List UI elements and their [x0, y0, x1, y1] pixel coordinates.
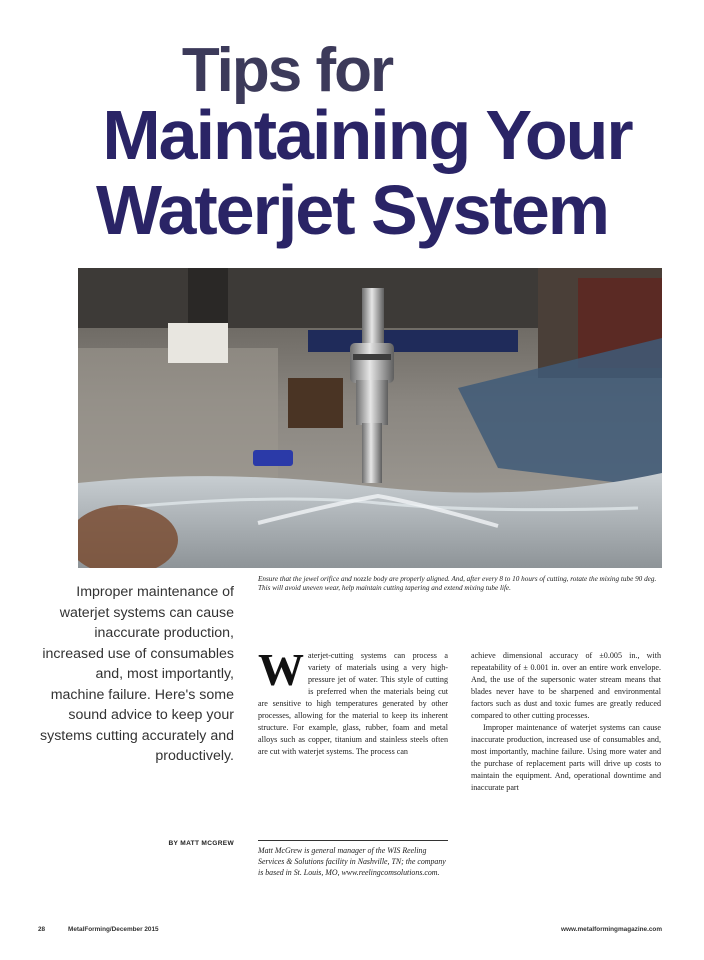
author-bio: Matt McGrew is general manager of the WIS Reeling Services & Solutions facility in Nashville, TN; the company is based in St. Louis, MO, www.reelingcomsolutions.com. — [258, 846, 446, 877]
waterjet-photo-illustration — [78, 268, 662, 568]
pull-quote: Improper maintenance of waterjet systems can cause inaccurate production, increased use of consumables and, most importantly, machine failure. Here's some sound advice to keep your systems cutting accurately and productively. — [40, 584, 234, 764]
article-column-1 — [258, 644, 448, 758]
photo-caption: Ensure that the jewel orifice and nozzle body are properly aligned. And, after every 8 to 10 hours of cutting, rotate the mixing tube 90 deg. This will avoid uneven wear, help maintain cutting tapering and extend mixing tube life. — [258, 575, 657, 592]
waterjet-photo — [78, 268, 662, 568]
article-paragraph: Improper maintenance of waterjet systems can cause inaccurate production, increased use of consumables and, most importantly, machine failure. Using more water and the purchase of replacement parts will drive up costs to maintain the equipment. And, operational downtime and inaccurate part — [471, 723, 661, 792]
drop-cap: W — [258, 644, 304, 695]
article-paragraph: achieve dimensional accuracy of ±0.005 in., with repeatability of ± 0.001 in. over an entire work envelope. And, the use of the supersonic water stream means that blades never have to be sharpened and environmental factors such as dust and toxic fumes are greatly reduced compared to other cutting processes. — [471, 651, 661, 720]
headline-line-1: Tips for — [181, 36, 393, 105]
article-paragraph: aterjet-cutting systems can process a variety of materials using a very high-pressure jet of water. This style of cutting is preferred when the materials being cut are sensitive to high temperatures generated by other processes, allowing for the material to keep its inherent structure. For example, glass, rubber, foam and metal alloys such as copper, titanium and stainless steels often are cut with waterjet systems. The process can — [258, 651, 448, 756]
article-column-2 — [471, 650, 661, 794]
headline-line-3: Waterjet System — [95, 171, 609, 249]
page-number: 28 — [38, 926, 46, 933]
publication-name: MetalForming/December 2015 — [68, 926, 159, 933]
bio-divider — [258, 840, 448, 841]
headline-line-2: Maintaining Your — [102, 96, 632, 174]
publication-url[interactable]: www.metalformingmagazine.com — [561, 926, 662, 933]
byline: BY MATT MCGREW — [168, 840, 234, 847]
